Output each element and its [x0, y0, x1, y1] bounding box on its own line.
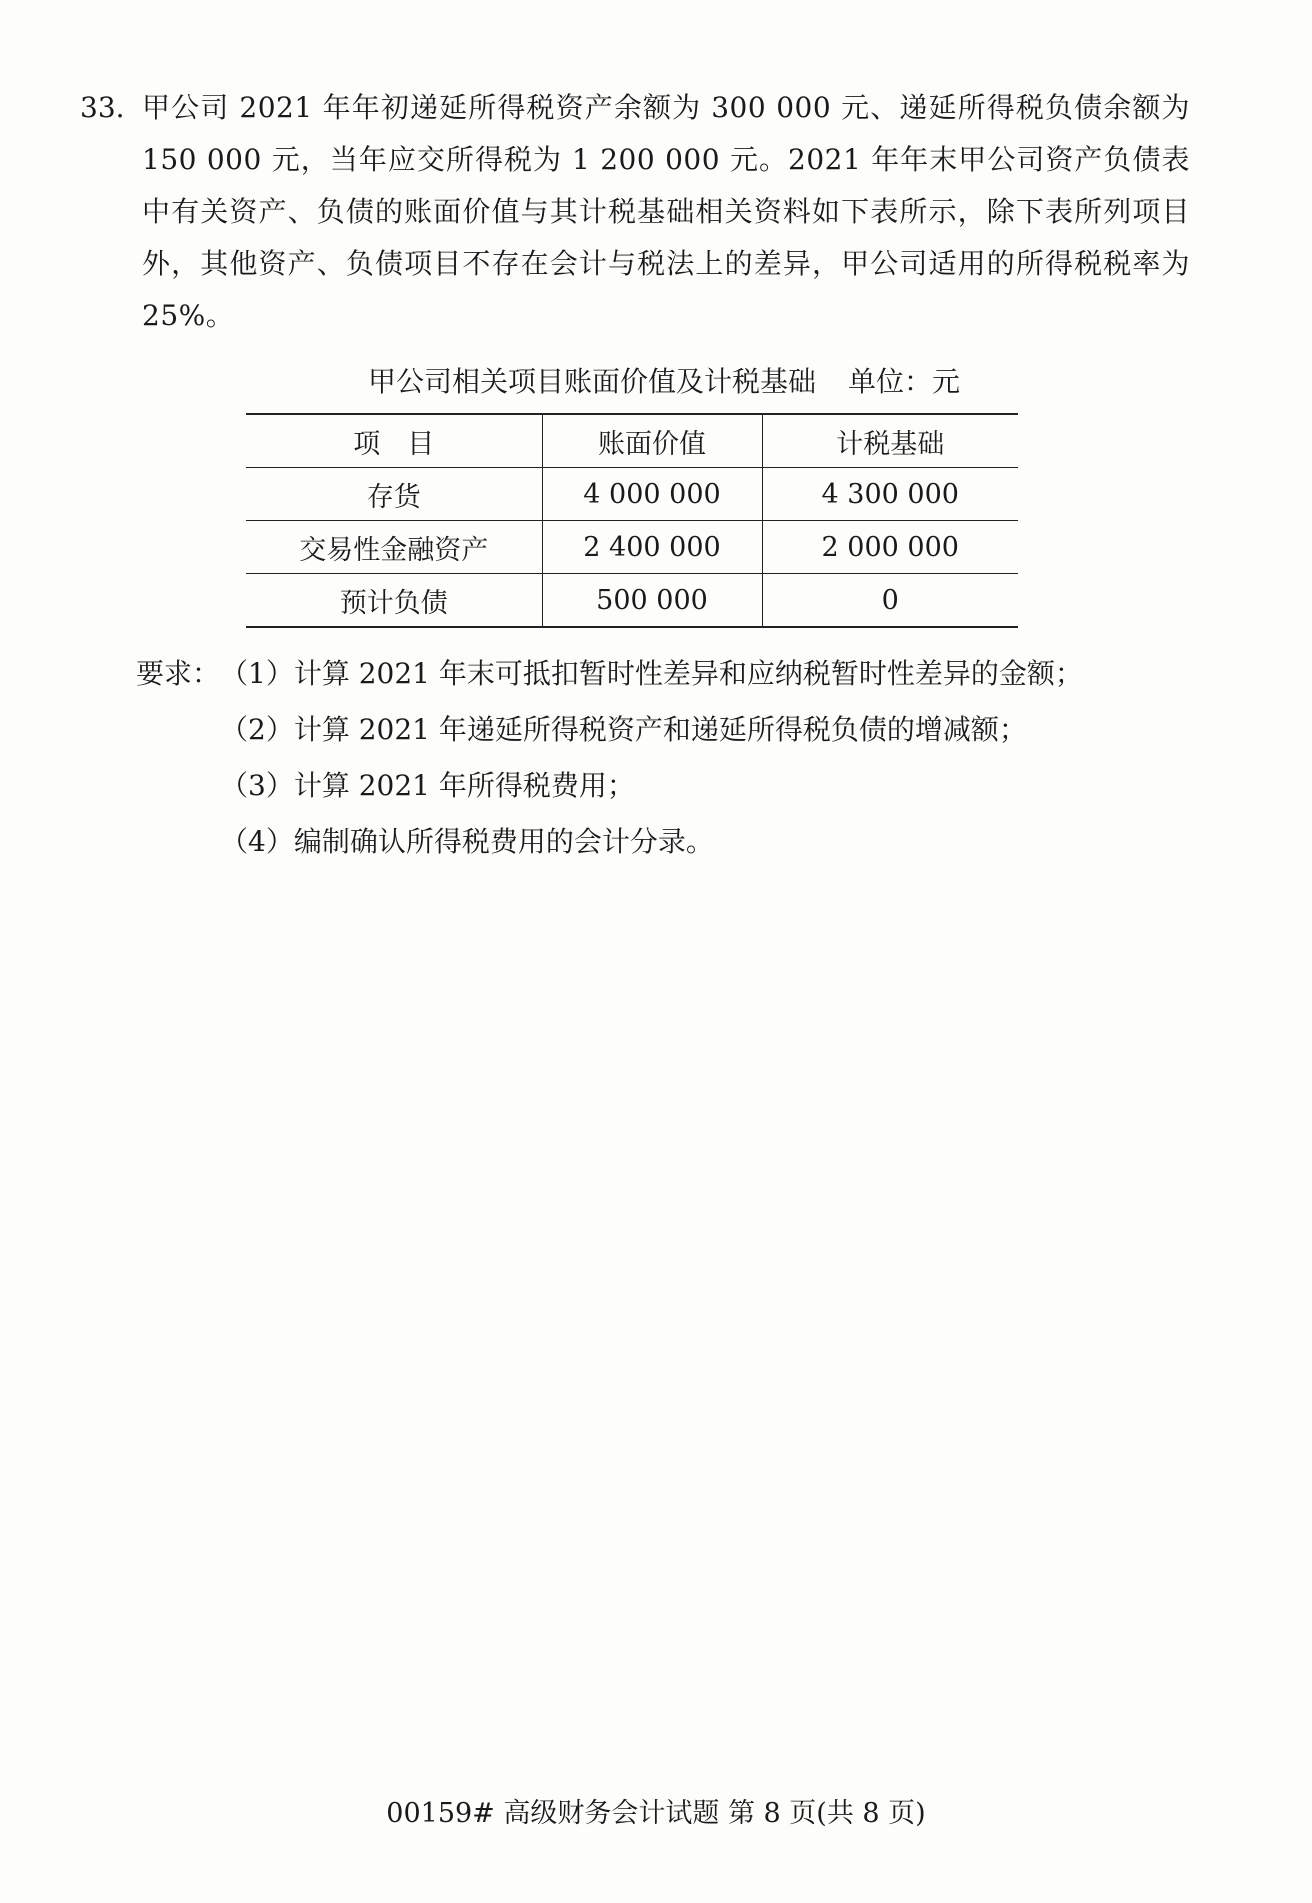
requirement-item	[136, 646, 1083, 702]
requirements	[136, 646, 1083, 870]
header-book-value: 账面价值	[542, 414, 762, 468]
requirement-item	[136, 702, 1083, 758]
requirements-label: 要求：	[136, 657, 221, 690]
requirement-text: （3）计算 2021 年所得税费用；	[220, 769, 635, 802]
cell-book-value: 500 000	[542, 574, 762, 628]
question-33	[80, 82, 1190, 342]
table-title: 甲公司相关项目账面价值及计税基础	[368, 365, 817, 398]
cell-item: 预计负债	[246, 574, 542, 628]
table-row	[246, 574, 1018, 628]
requirement-text: （4）编制确认所得税费用的会计分录。	[220, 825, 714, 858]
page-footer: 00159# 高级财务会计试题 第 8 页(共 8 页)	[386, 1798, 926, 1829]
table-unit: 单位：元	[848, 365, 961, 398]
cell-book-value: 4 000 000	[542, 468, 762, 521]
table-caption	[368, 362, 960, 402]
cell-book-value: 2 400 000	[542, 521, 762, 574]
requirement-item	[136, 758, 1083, 814]
question-number: 33.	[80, 91, 125, 124]
cell-tax-base: 2 000 000	[762, 521, 1018, 574]
requirement-text: （2）计算 2021 年递延所得税资产和递延所得税负债的增减额；	[220, 713, 1027, 746]
header-tax-base: 计税基础	[762, 414, 1018, 468]
table-row	[246, 521, 1018, 574]
cell-tax-base: 4 300 000	[762, 468, 1018, 521]
book-value-tax-base-table	[246, 413, 1018, 628]
requirement-item	[136, 814, 1083, 870]
question-text: 甲公司 2021 年年初递延所得税资产余额为 300 000 元、递延所得税负债余额为 150 000 元，当年应交所得税为 1 200 000 元。2021 年年末甲公司资产负债表中有关资产、负债的账面价值与其计税基础相关资料如下表所示，除下表所列项目外，其他资产、负债项目不存在会计与税法上的差异，甲公司适用的所得税税率为 25%。	[142, 91, 1190, 332]
table-row	[246, 468, 1018, 521]
header-item: 项 目	[246, 414, 542, 468]
cell-item: 存货	[246, 468, 542, 521]
requirement-text: （1）计算 2021 年末可抵扣暂时性差异和应纳税暂时性差异的金额；	[220, 657, 1083, 690]
cell-tax-base: 0	[762, 574, 1018, 628]
cell-item: 交易性金融资产	[246, 521, 542, 574]
table-header-row	[246, 414, 1018, 468]
